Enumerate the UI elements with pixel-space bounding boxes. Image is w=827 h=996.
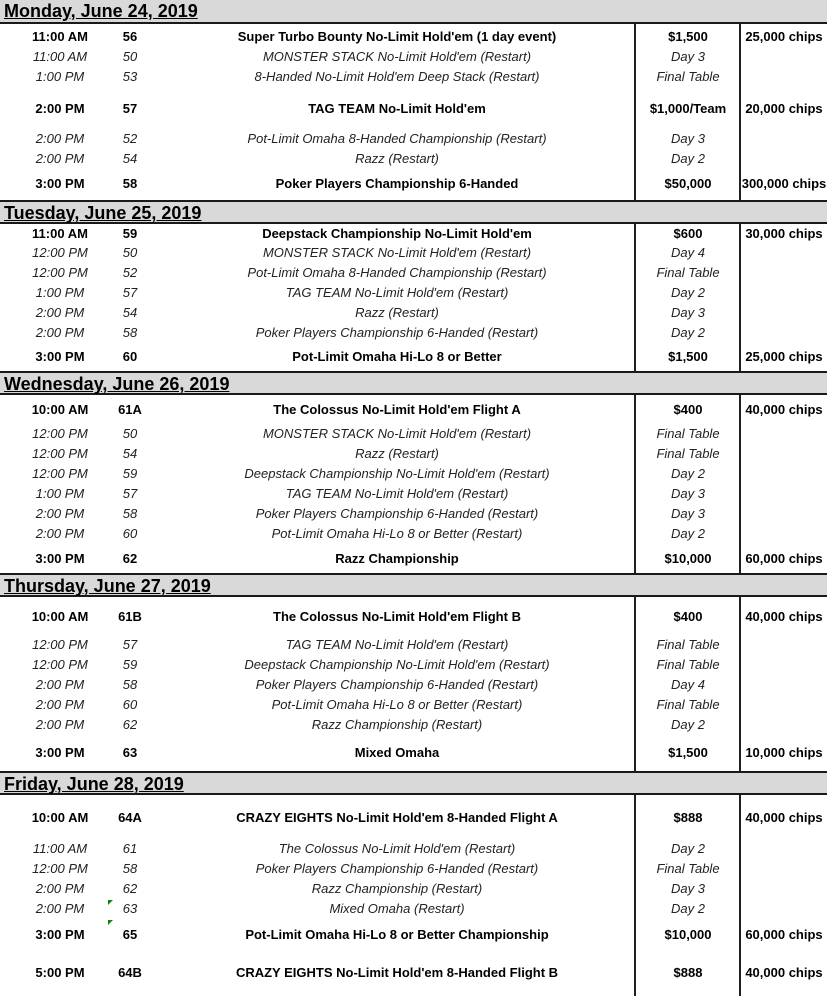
event-buyin: $888	[673, 965, 703, 980]
event-name: TAG TEAM No-Limit Hold'em (Restart)	[285, 637, 509, 652]
event-row	[0, 607, 827, 627]
event-buyin: $400	[673, 402, 703, 417]
event-buyin: Final Table	[656, 637, 720, 652]
event-row	[0, 129, 827, 149]
event-chips: 40,000 chips	[745, 810, 823, 825]
event-name: Razz Championship (Restart)	[311, 881, 483, 896]
event-row	[0, 635, 827, 655]
event-time: 2:00 PM	[35, 101, 85, 116]
event-time: 2:00 PM	[35, 506, 85, 521]
event-number: 61B	[118, 609, 142, 624]
event-time: 11:00 AM	[32, 49, 88, 64]
event-name: Deepstack Championship No-Limit Hold'em	[262, 226, 532, 241]
event-chips: 25,000 chips	[745, 29, 823, 44]
event-name: Pot-Limit Omaha 8-Handed Championship (Restart)	[247, 131, 547, 146]
event-buyin: $10,000	[664, 927, 712, 942]
event-number: 64B	[118, 965, 142, 980]
event-chips: 300,000 chips	[741, 176, 827, 191]
event-buyin: Day 2	[671, 717, 705, 732]
event-buyin: $1,500	[668, 745, 708, 760]
event-name: Pot-Limit Omaha Hi-Lo 8 or Better (Restart)	[271, 697, 523, 712]
event-time: 12:00 PM	[32, 861, 88, 876]
event-row	[0, 444, 827, 464]
event-name: Poker Players Championship 6-Handed (Restart)	[255, 861, 539, 876]
event-name: Mixed Omaha (Restart)	[329, 901, 465, 916]
event-row	[0, 879, 827, 899]
event-buyin: $888	[673, 810, 703, 825]
event-number: 65	[122, 927, 138, 942]
event-buyin: Day 2	[671, 325, 705, 340]
event-number: 54	[122, 305, 138, 320]
event-row	[0, 504, 827, 524]
event-buyin: Final Table	[656, 697, 720, 712]
event-number: 52	[122, 131, 138, 146]
event-row	[0, 524, 827, 544]
event-number: 54	[122, 151, 138, 166]
event-number: 50	[122, 245, 138, 260]
event-row	[0, 695, 827, 715]
event-buyin: Day 3	[671, 49, 705, 64]
event-name: 8-Handed No-Limit Hold'em Deep Stack (Restart)	[254, 69, 540, 84]
event-name: MONSTER STACK No-Limit Hold'em (Restart)	[262, 49, 532, 64]
event-number: 61A	[118, 402, 142, 417]
event-number: 59	[122, 226, 138, 241]
event-time: 12:00 PM	[32, 657, 88, 672]
event-time: 1:00 PM	[35, 69, 85, 84]
event-name: MONSTER STACK No-Limit Hold'em (Restart)	[262, 426, 532, 441]
event-time: 3:00 PM	[35, 927, 85, 942]
event-name: Deepstack Championship No-Limit Hold'em (Restart)	[244, 466, 550, 481]
event-chips: 20,000 chips	[745, 101, 823, 116]
event-number: 63	[122, 901, 138, 916]
event-buyin: $50,000	[664, 176, 712, 191]
event-buyin: $1,500	[668, 349, 708, 364]
event-name: Mixed Omaha	[354, 745, 440, 760]
event-buyin: Day 2	[671, 466, 705, 481]
event-time: 2:00 PM	[35, 325, 85, 340]
event-buyin: $1,500	[668, 29, 708, 44]
comment-marker-icon	[108, 900, 113, 905]
event-buyin: Day 3	[671, 305, 705, 320]
day-header	[0, 573, 827, 597]
event-number: 54	[122, 446, 138, 461]
event-buyin: Final Table	[656, 446, 720, 461]
event-row	[0, 283, 827, 303]
event-row	[0, 484, 827, 504]
event-name: TAG TEAM No-Limit Hold'em	[308, 101, 486, 116]
event-chips: 30,000 chips	[745, 226, 823, 241]
event-number: 58	[122, 506, 138, 521]
event-row	[0, 963, 827, 983]
event-number: 52	[122, 265, 138, 280]
event-name: MONSTER STACK No-Limit Hold'em (Restart)	[262, 245, 532, 260]
event-name: Poker Players Championship 6-Handed (Restart)	[255, 677, 539, 692]
event-name: Pot-Limit Omaha 8-Handed Championship (Restart)	[247, 265, 547, 280]
event-row	[0, 675, 827, 695]
event-time: 12:00 PM	[32, 637, 88, 652]
event-time: 2:00 PM	[35, 677, 85, 692]
event-number: 61	[122, 841, 138, 856]
event-number: 58	[122, 677, 138, 692]
event-number: 57	[122, 486, 138, 501]
event-name: Razz (Restart)	[355, 151, 439, 166]
event-time: 10:00 AM	[31, 609, 89, 624]
event-name: TAG TEAM No-Limit Hold'em (Restart)	[285, 285, 509, 300]
event-buyin: Final Table	[656, 265, 720, 280]
event-time: 10:00 AM	[31, 810, 89, 825]
event-time: 2:00 PM	[35, 717, 85, 732]
event-buyin: Day 4	[671, 677, 705, 692]
event-buyin: $1,000/Team	[649, 101, 727, 116]
event-buyin: Day 2	[671, 151, 705, 166]
event-name: CRAZY EIGHTS No-Limit Hold'em 8-Handed Flight A	[236, 810, 558, 825]
event-chips: 40,000 chips	[745, 965, 823, 980]
event-chips: 10,000 chips	[745, 745, 823, 760]
event-row	[0, 839, 827, 859]
event-number: 58	[122, 861, 138, 876]
event-row	[0, 67, 827, 87]
event-name: Razz (Restart)	[355, 446, 439, 461]
event-row	[0, 925, 827, 945]
event-chips: 40,000 chips	[745, 402, 823, 417]
event-number: 60	[122, 349, 138, 364]
event-buyin: Final Table	[656, 69, 720, 84]
event-row	[0, 347, 827, 367]
event-buyin: Day 2	[671, 841, 705, 856]
event-time: 3:00 PM	[35, 349, 85, 364]
event-time: 1:00 PM	[35, 486, 85, 501]
event-row	[0, 243, 827, 263]
event-number: 62	[122, 717, 138, 732]
event-name: Poker Players Championship 6-Handed	[275, 176, 519, 191]
event-buyin: Day 4	[671, 245, 705, 260]
event-row	[0, 303, 827, 323]
day-header	[0, 200, 827, 224]
event-chips: 25,000 chips	[745, 349, 823, 364]
day-header	[0, 371, 827, 395]
event-buyin: Day 3	[671, 486, 705, 501]
event-time: 12:00 PM	[32, 426, 88, 441]
event-name: The Colossus No-Limit Hold'em (Restart)	[278, 841, 516, 856]
event-buyin: $600	[673, 226, 703, 241]
event-time: 2:00 PM	[35, 881, 85, 896]
comment-marker-icon	[108, 920, 113, 925]
event-row	[0, 859, 827, 879]
event-row	[0, 224, 827, 244]
event-number: 58	[122, 176, 138, 191]
event-time: 2:00 PM	[35, 697, 85, 712]
event-number: 62	[122, 881, 138, 896]
event-number: 50	[122, 49, 138, 64]
event-row	[0, 743, 827, 763]
event-buyin: $400	[673, 609, 703, 624]
event-row	[0, 263, 827, 283]
event-buyin: Day 3	[671, 506, 705, 521]
event-time: 5:00 PM	[35, 965, 85, 980]
event-name: CRAZY EIGHTS No-Limit Hold'em 8-Handed Flight B	[235, 965, 559, 980]
event-row	[0, 808, 827, 828]
event-row	[0, 549, 827, 569]
event-number: 56	[122, 29, 138, 44]
event-name: Deepstack Championship No-Limit Hold'em (Restart)	[244, 657, 550, 672]
event-row	[0, 174, 827, 194]
event-row	[0, 323, 827, 343]
event-name: The Colossus No-Limit Hold'em Flight A	[273, 402, 521, 417]
event-time: 11:00 AM	[32, 226, 88, 241]
event-number: 60	[122, 697, 138, 712]
event-time: 12:00 PM	[32, 466, 88, 481]
event-name: Razz Championship (Restart)	[311, 717, 483, 732]
event-name: Razz (Restart)	[355, 305, 439, 320]
event-time: 2:00 PM	[35, 901, 85, 916]
event-number: 50	[122, 426, 138, 441]
event-chips: 60,000 chips	[745, 927, 823, 942]
event-name: Pot-Limit Omaha Hi-Lo 8 or Better Championship	[245, 927, 549, 942]
event-row	[0, 464, 827, 484]
event-number: 57	[122, 285, 138, 300]
event-name: Pot-Limit Omaha Hi-Lo 8 or Better (Restart)	[271, 526, 523, 541]
event-row	[0, 149, 827, 169]
event-buyin: Day 3	[671, 131, 705, 146]
event-row	[0, 400, 827, 420]
event-buyin: $10,000	[664, 551, 712, 566]
event-buyin: Final Table	[656, 861, 720, 876]
event-number: 58	[122, 325, 138, 340]
event-buyin: Day 2	[671, 901, 705, 916]
day-header	[0, 0, 827, 24]
event-buyin: Final Table	[656, 426, 720, 441]
event-buyin: Final Table	[656, 657, 720, 672]
event-name: Poker Players Championship 6-Handed (Restart)	[255, 325, 539, 340]
day-title: Tuesday, June 25, 2019	[4, 203, 202, 223]
event-number: 57	[122, 101, 138, 116]
event-time: 2:00 PM	[35, 305, 85, 320]
day-header	[0, 771, 827, 795]
event-name: Razz Championship	[335, 551, 459, 566]
event-number: 64A	[118, 810, 142, 825]
event-row	[0, 899, 827, 919]
event-number: 60	[122, 526, 138, 541]
day-title: Wednesday, June 26, 2019	[4, 374, 230, 394]
event-buyin: Day 2	[671, 526, 705, 541]
event-number: 63	[122, 745, 138, 760]
event-time: 2:00 PM	[35, 131, 85, 146]
event-row	[0, 99, 827, 119]
event-row	[0, 655, 827, 675]
event-chips: 60,000 chips	[745, 551, 823, 566]
event-time: 12:00 PM	[32, 265, 88, 280]
event-time: 12:00 PM	[32, 446, 88, 461]
event-time: 12:00 PM	[32, 245, 88, 260]
event-buyin: Day 2	[671, 285, 705, 300]
event-time: 10:00 AM	[31, 402, 89, 417]
event-chips: 40,000 chips	[745, 609, 823, 624]
event-row	[0, 47, 827, 67]
event-row	[0, 715, 827, 735]
event-name: TAG TEAM No-Limit Hold'em (Restart)	[285, 486, 509, 501]
event-name: Super Turbo Bounty No-Limit Hold'em (1 day event)	[237, 29, 557, 44]
event-name: Pot-Limit Omaha Hi-Lo 8 or Better	[292, 349, 502, 364]
event-time: 3:00 PM	[35, 176, 85, 191]
event-time: 11:00 AM	[32, 841, 88, 856]
event-time: 2:00 PM	[35, 151, 85, 166]
event-time: 3:00 PM	[35, 551, 85, 566]
event-row	[0, 27, 827, 47]
event-buyin: Day 3	[671, 881, 705, 896]
event-number: 62	[122, 551, 138, 566]
event-time: 1:00 PM	[35, 285, 85, 300]
day-title: Monday, June 24, 2019	[4, 1, 198, 21]
day-title: Thursday, June 27, 2019	[4, 576, 211, 596]
event-time: 3:00 PM	[35, 745, 85, 760]
event-name: The Colossus No-Limit Hold'em Flight B	[273, 609, 521, 624]
event-time: 11:00 AM	[32, 29, 88, 44]
event-name: Poker Players Championship 6-Handed (Restart)	[255, 506, 539, 521]
event-number: 57	[122, 637, 138, 652]
event-time: 2:00 PM	[35, 526, 85, 541]
event-row	[0, 424, 827, 444]
event-number: 59	[122, 466, 138, 481]
event-number: 59	[122, 657, 138, 672]
day-title: Friday, June 28, 2019	[4, 774, 184, 794]
event-number: 53	[122, 69, 138, 84]
